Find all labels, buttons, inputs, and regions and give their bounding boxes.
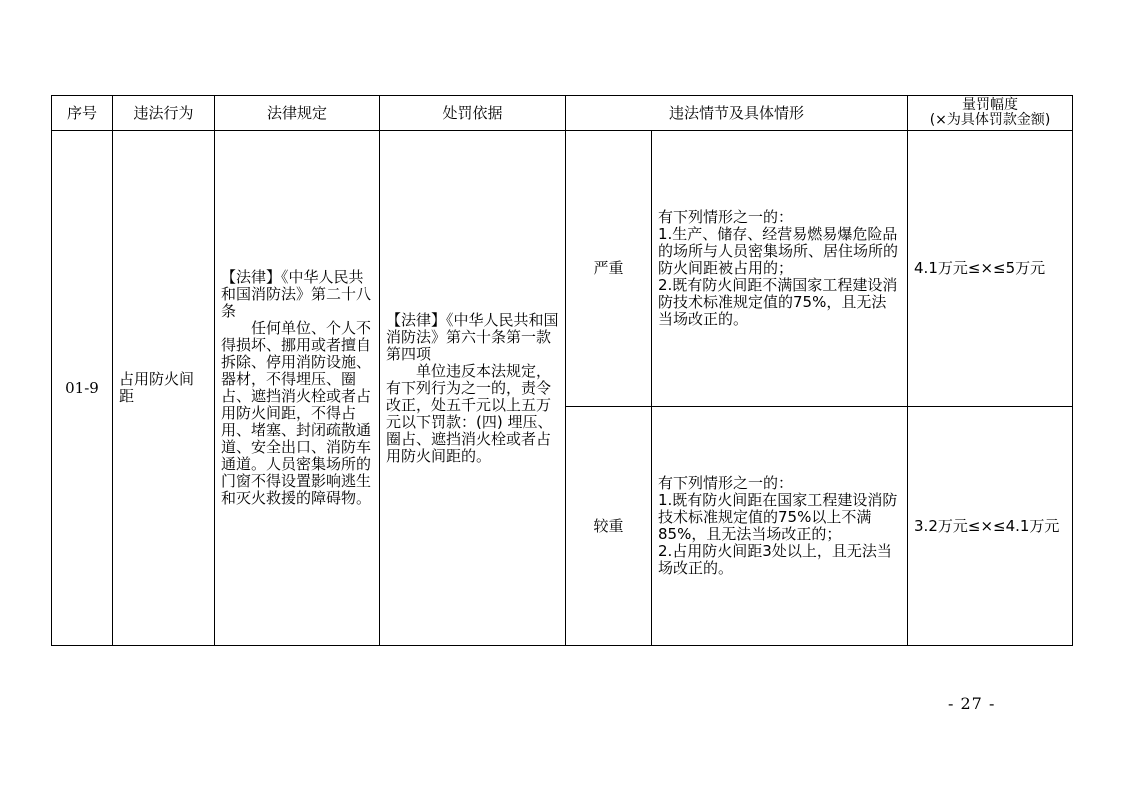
row-behavior: 占用防火间距	[113, 131, 215, 646]
level-severe: 严重	[566, 131, 652, 407]
row-seq: 01-9	[52, 131, 113, 646]
header-basis: 处罚依据	[380, 96, 566, 131]
header-range-line1: 量罚幅度	[962, 97, 1019, 113]
page-number: - 27 -	[948, 694, 996, 713]
law-body: 任何单位、个人不得损坏、挪用或者擅自拆除、停用消防设施、器材，不得埋压、圈占、遮挡消火栓或者占用防火间距，不得占用、堵塞、封闭疏散通道、安全出口、消防车通道。人员密集场所的门窗不得设置影响逃生和灭火救援的障碍物。	[221, 319, 372, 507]
details-severe: 有下列情形之一的： 1.生产、储存、经营易燃易爆危险品的场所与人员密集场所、居住场所的防火间距被占用的； 2.既有防火间距不满国家工程建设消防技术标准规定值的75%，且无法当场改正的。	[652, 131, 908, 407]
range-severe: 4.1万元≤×≤5万元	[908, 131, 1073, 407]
header-seq: 序号	[52, 96, 113, 131]
header-circumstance: 违法情节及具体情形	[566, 96, 908, 131]
header-range-line2: (×为具体罚款金额)	[929, 112, 1051, 128]
header-row	[52, 96, 1073, 131]
level-heavy: 较重	[566, 407, 652, 646]
row-basis	[380, 131, 566, 646]
penalty-table	[51, 95, 1073, 646]
basis-title: 【法律】《中华人民共和国消防法》第六十条第一款第四项	[386, 310, 559, 363]
basis-body: 单位违反本法规定，有下列行为之一的，责令改正，处五千元以上五万元以下罚款：(四) 埋压、圈占、遮挡消火栓或者占用防火间距的。	[386, 361, 553, 465]
header-law: 法律规定	[215, 96, 380, 131]
details-heavy: 有下列情形之一的： 1.既有防火间距在国家工程建设消防技术标准规定值的75%以上不满85%，且无法当场改正的； 2.占用防火间距3处以上，且无法当场改正的。	[652, 407, 908, 646]
law-title: 【法律】《中华人民共和国消防法》第二十八条	[221, 268, 372, 320]
header-behavior: 违法行为	[113, 96, 215, 131]
table-row	[52, 131, 1073, 407]
row-law	[215, 131, 380, 646]
header-range	[908, 96, 1073, 131]
range-heavy: 3.2万元≤×≤4.1万元	[908, 407, 1073, 646]
